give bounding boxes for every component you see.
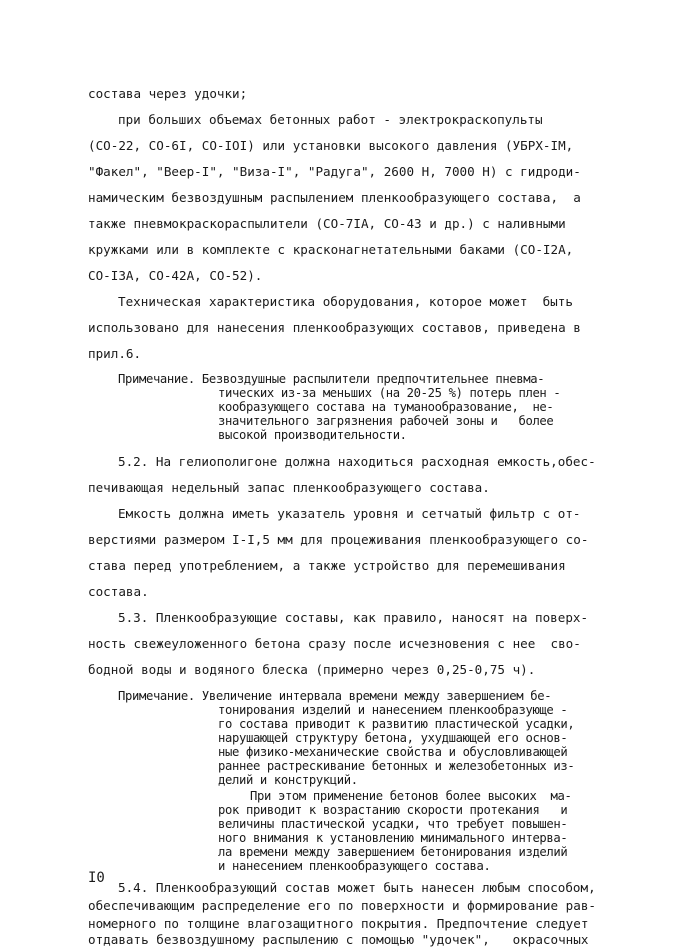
note-line: тических из-за меньших (на 20-25 %) потерь плен - [218, 386, 561, 400]
text-line: номерного по толщине влагозащитного покрытия. Предпочтение следует [88, 916, 589, 931]
note-line: раннее растрескивание бетонных и железобетонных из- [218, 759, 575, 773]
text-line: (СО-22, СО-6I, СО-IOI) или установки высокого давления (УБРХ-IМ, [88, 138, 574, 153]
text-line: состава. [88, 584, 149, 599]
text-line: использовано для нанесения пленкообразующих составов, приведена в [88, 320, 581, 335]
text-line: намическим безвоздушным распылением пленкообразующего состава, а [88, 190, 581, 205]
note-line: кообразующего состава на туманообразование, не- [218, 400, 554, 414]
text-line: отдавать безвоздушному распылению с помощью "удочек", окрасочных [88, 932, 589, 947]
note-line: величины пластической усадки, что требует повышен- [218, 817, 568, 831]
note-line: значительного загрязнения рабочей зоны и более [218, 414, 554, 428]
text-line: бодной воды и водяного блеска (примерно через 0,25-0,75 ч). [88, 662, 536, 677]
text-line: также пневмокраскораспылители (СО-7IА, СО-43 и др.) с наливными [88, 216, 566, 231]
text-line: печивающая недельный запас пленкообразующего состава. [88, 480, 490, 495]
note-line: высокой производительности. [218, 428, 407, 442]
text-line: обеспечивающим распределение его по поверхности и формирование рав- [88, 898, 596, 913]
text-line: СО-I3А, СО-42А, СО-52). [88, 268, 263, 283]
note-line: ла времени между завершением бетонирования изделий [218, 845, 568, 859]
text-line: состава через удочки; [88, 86, 248, 101]
text-line: Техническая характеристика оборудования, которое может быть [118, 294, 573, 309]
text-line: Емкость должна иметь указатель уровня и сетчатый фильтр с от- [118, 506, 581, 521]
text-line: става перед употреблением, а также устройство для перемешивания [88, 558, 566, 573]
note-line: Примечание. Увеличение интервала времени между завершением бе- [118, 689, 552, 703]
page-number: I0 [88, 870, 105, 886]
note-line: ного внимания к установлению минимального интерва- [218, 831, 568, 845]
note-line: ные физико-механические свойства и обусловливающей [218, 745, 568, 759]
text-line: кружками или в комплекте с красконагнетательными баками (СО-I2А, [88, 242, 574, 257]
text-line: прил.6. [88, 346, 142, 361]
note-line: нарушающей структуру бетона, ухудшающей его основ- [218, 731, 568, 745]
text-line: 5.2. На гелиополигоне должна находиться расходная емкость,обес- [118, 454, 596, 469]
text-line: 5.4. Пленкообразующий состав может быть нанесен любым способом, [118, 880, 596, 895]
note-line: Примечание. Безвоздушные распылители предпочтительнее пневма- [118, 372, 545, 386]
text-line: при больших объемах бетонных работ - электрокраскопульты [118, 112, 543, 127]
text-line: "Факел", "Веер-I", "Виза-I", "Радуга", 2600 Н, 7000 Н) с гидроди- [88, 164, 581, 179]
note-line: и нанесением пленкообразующего состава. [218, 859, 491, 873]
text-line: верстиями размером I-I,5 мм для процеживания пленкообразующего со- [88, 532, 589, 547]
note-line: тонирования изделий и нанесением пленкообразующе - [218, 703, 568, 717]
note-line: го состава приводит к развитию пластической усадки, [218, 717, 575, 731]
text-line: ность свежеуложенного бетона сразу после исчезновения с нее сво- [88, 636, 581, 651]
note-line: рок приводит к возрастанию скорости протекания и [218, 803, 568, 817]
text-line: 5.3. Пленкообразующие составы, как правило, наносят на поверх- [118, 610, 589, 625]
note-line: делий и конструкций. [218, 773, 358, 787]
note-line: При этом применение бетонов более высоких ма- [250, 789, 572, 803]
